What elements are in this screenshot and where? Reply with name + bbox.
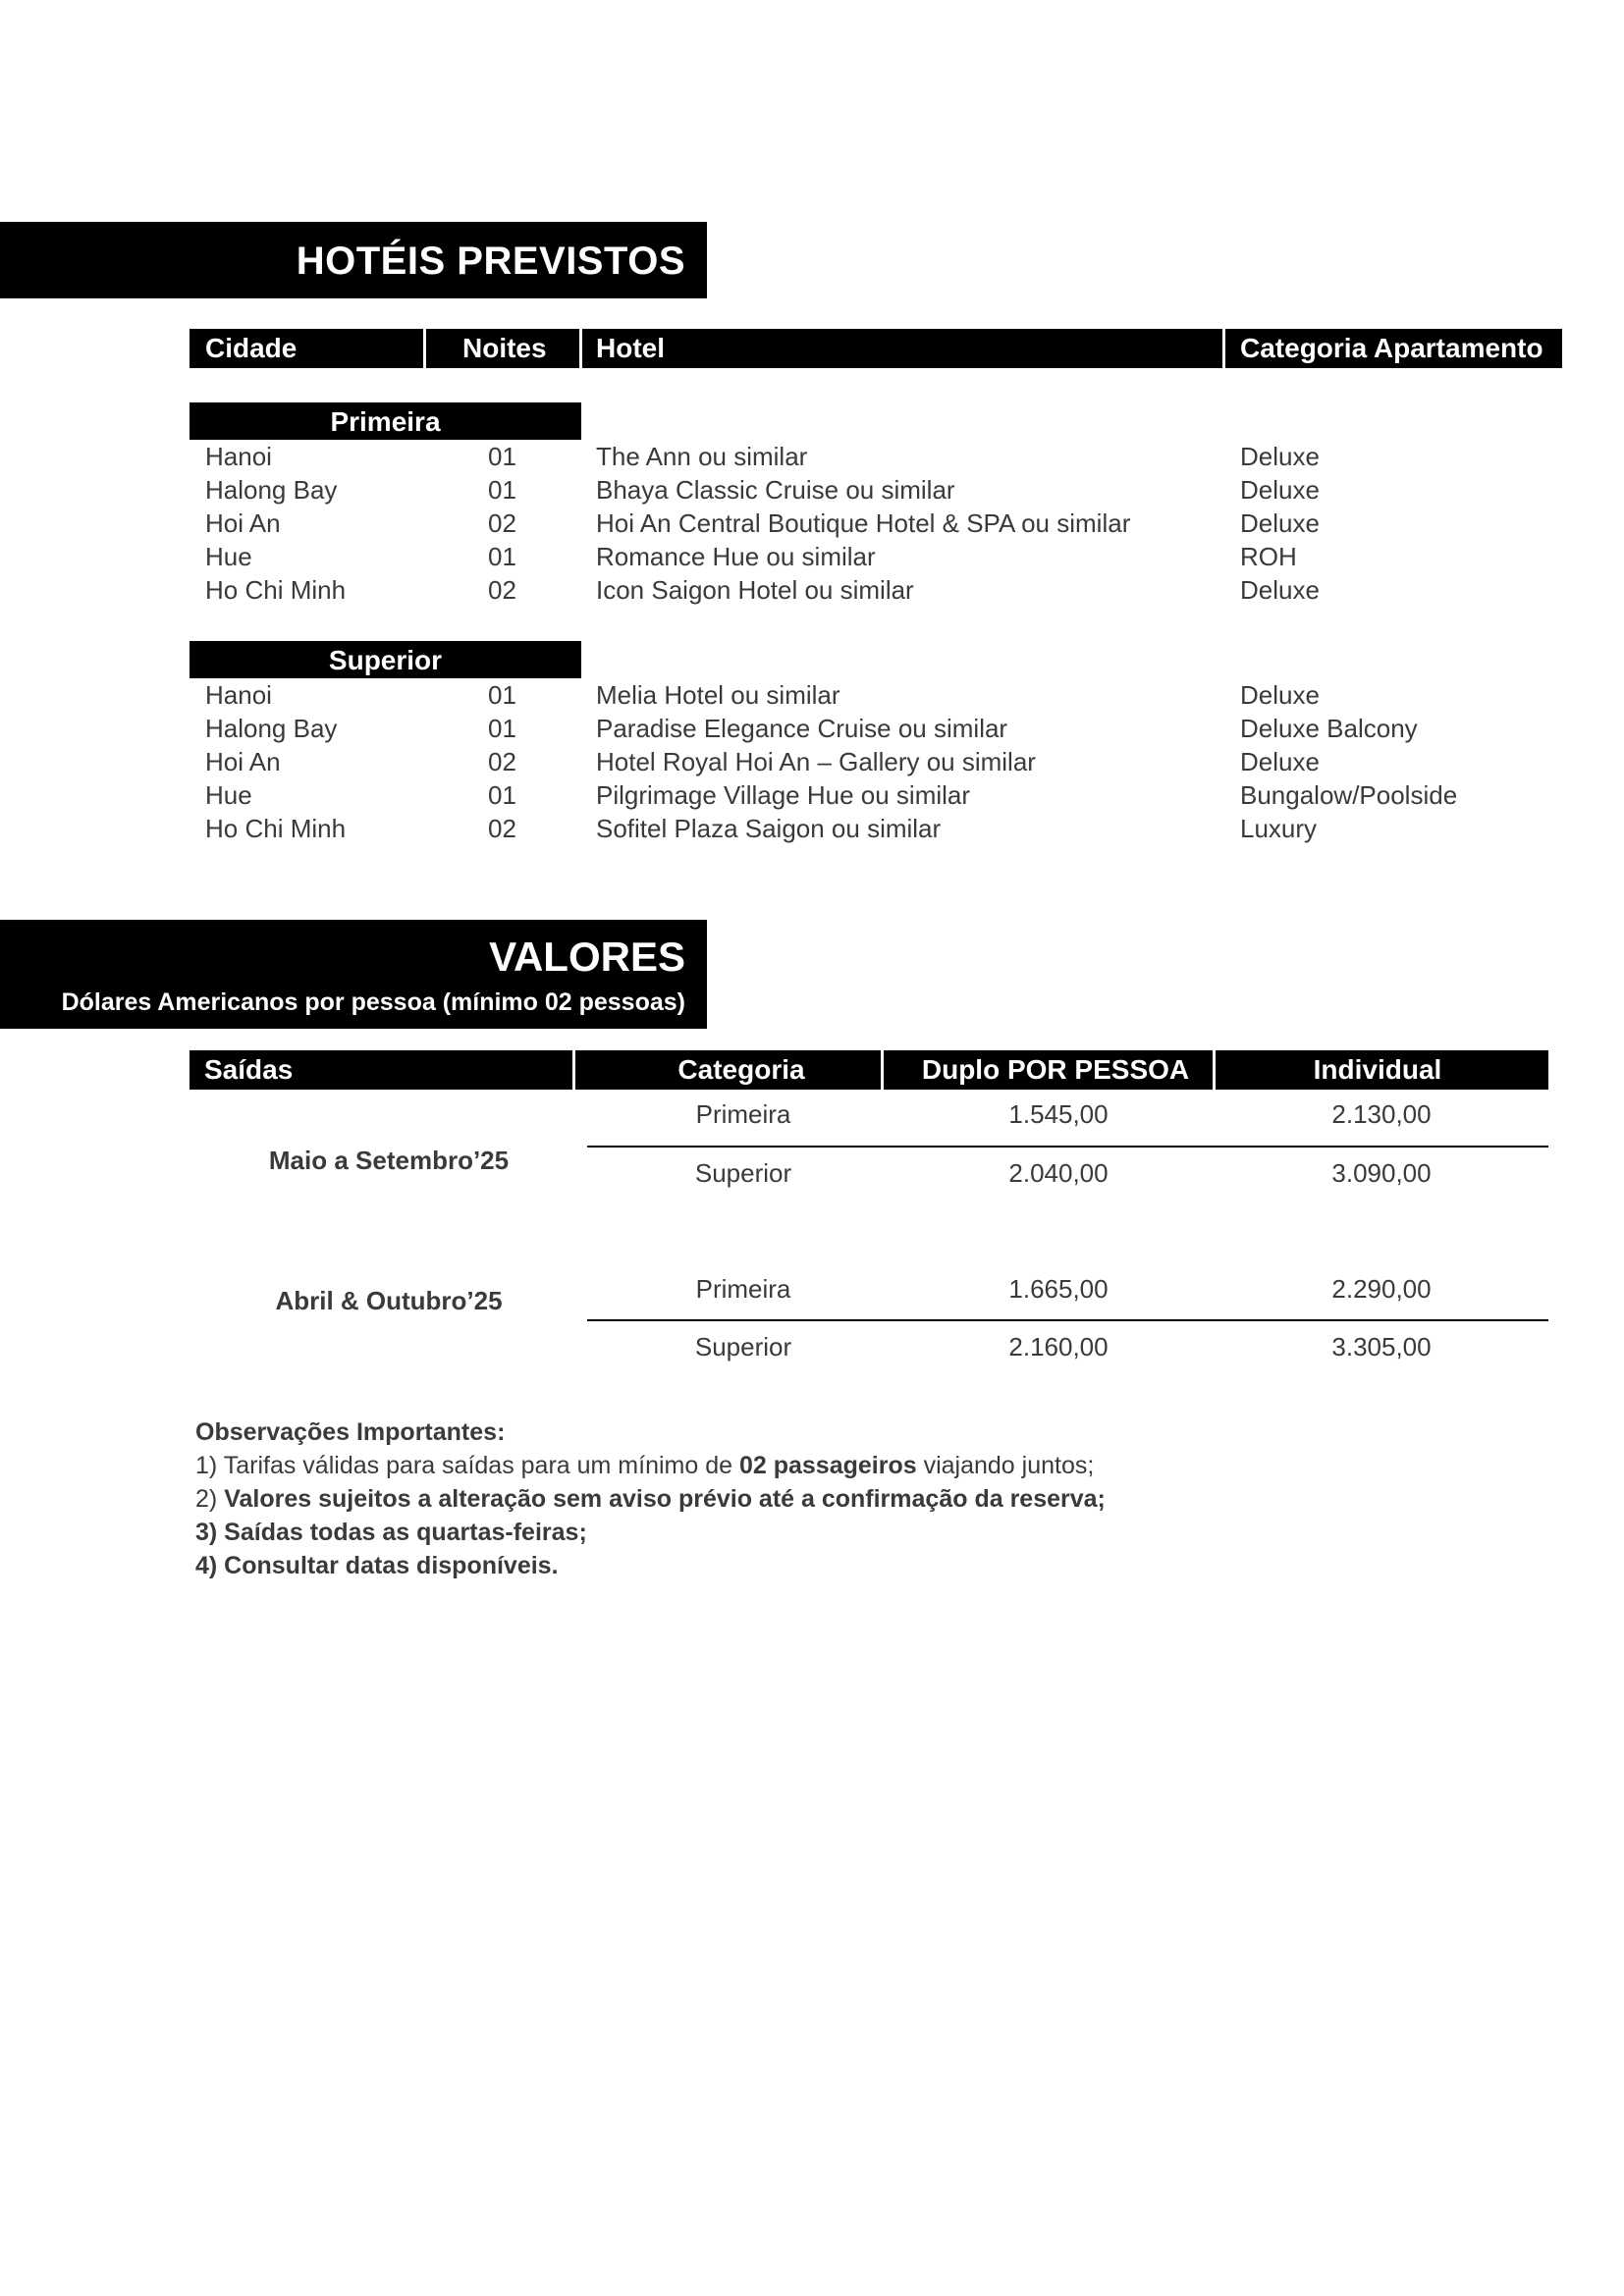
period-label: Abril & Outubro’25 <box>275 1286 503 1315</box>
header-hotel: Hotel <box>596 333 665 363</box>
header-departures: Saídas <box>204 1054 294 1085</box>
price-category: Superior <box>694 1332 792 1362</box>
cell-hotel: Hoi An Central Boutique Hotel & SPA ou similar <box>596 508 1131 538</box>
cell-city: Hue <box>205 542 252 571</box>
cell-city: Halong Bay <box>205 475 338 505</box>
cell-category: Deluxe <box>1240 680 1320 710</box>
note-1 <box>195 1449 1106 1482</box>
cell-category: Deluxe <box>1240 475 1320 505</box>
header-double: Duplo POR PESSOA <box>921 1054 1190 1085</box>
cell-nights: 02 <box>488 814 516 843</box>
price-single: 2.290,00 <box>1331 1274 1432 1304</box>
row-divider <box>587 1319 1548 1321</box>
price-single: 3.090,00 <box>1331 1158 1432 1188</box>
note-1-bold: 02 passageiros <box>738 1452 917 1479</box>
cell-category: Deluxe <box>1240 747 1320 776</box>
cell-category: Deluxe <box>1240 575 1320 605</box>
price-category: Primeira <box>695 1099 791 1129</box>
price-single: 2.130,00 <box>1331 1099 1432 1129</box>
cell-hotel: Sofitel Plaza Saigon ou similar <box>596 814 942 843</box>
hotels-title: HOTÉIS PREVISTOS <box>296 240 685 283</box>
cell-category: Deluxe Balcony <box>1240 714 1418 743</box>
note-2-bold: Valores sujeitos a alteração sem aviso prévio até a confirmação da reserva; <box>224 1485 1106 1513</box>
cell-city: Hoi An <box>205 747 281 776</box>
hotels-banner <box>0 222 707 298</box>
note-1-text: 1) Tarifas válidas para saídas para um mínimo de <box>195 1452 739 1479</box>
cell-hotel: Romance Hue ou similar <box>596 542 876 571</box>
cell-nights: 01 <box>488 475 516 505</box>
group-header-superior: Superior <box>189 641 581 678</box>
cell-category: Deluxe <box>1240 508 1320 538</box>
cell-category: Deluxe <box>1240 442 1320 471</box>
cell-category: ROH <box>1240 542 1297 571</box>
cell-nights: 01 <box>488 714 516 743</box>
cell-city: Ho Chi Minh <box>205 575 347 605</box>
notes <box>195 1415 1106 1582</box>
price-category: Superior <box>694 1158 792 1188</box>
price-double: 2.040,00 <box>1008 1158 1109 1188</box>
price-double: 1.665,00 <box>1008 1274 1109 1304</box>
header-nights: Noites <box>462 333 547 363</box>
header-category: Categoria Apartamento <box>1240 333 1543 363</box>
cell-category: Bungalow/Poolside <box>1240 780 1458 810</box>
group-header-primeira: Primeira <box>189 402 581 440</box>
cell-nights: 01 <box>488 442 516 471</box>
period-label: Maio a Setembro’25 <box>268 1146 510 1175</box>
note-1-text-end: viajando juntos; <box>916 1452 1095 1479</box>
cell-city: Hanoi <box>205 442 272 471</box>
cell-nights: 01 <box>488 680 516 710</box>
cell-nights: 02 <box>488 508 516 538</box>
cell-hotel: Icon Saigon Hotel ou similar <box>596 575 914 605</box>
price-single: 3.305,00 <box>1331 1332 1432 1362</box>
cell-hotel: Hotel Royal Hoi An – Gallery ou similar <box>596 747 1036 776</box>
note-2 <box>195 1482 1106 1516</box>
price-double: 1.545,00 <box>1008 1099 1109 1129</box>
header-city: Cidade <box>205 333 298 363</box>
values-title: VALORES <box>489 934 685 980</box>
cell-city: Hue <box>205 780 252 810</box>
cell-city: Hoi An <box>205 508 281 538</box>
values-table-header <box>189 1050 1548 1090</box>
cell-hotel: Melia Hotel ou similar <box>596 680 840 710</box>
cell-nights: 01 <box>488 542 516 571</box>
price-category: Primeira <box>695 1274 791 1304</box>
cell-city: Halong Bay <box>205 714 338 743</box>
cell-category: Luxury <box>1240 814 1318 843</box>
hotels-table-header <box>189 329 1562 368</box>
cell-city: Hanoi <box>205 680 272 710</box>
cell-nights: 01 <box>488 780 516 810</box>
note-2-num: 2) <box>195 1485 225 1513</box>
header-category: Categoria <box>677 1054 805 1085</box>
cell-hotel: Bhaya Classic Cruise ou similar <box>596 475 955 505</box>
price-double: 2.160,00 <box>1008 1332 1109 1362</box>
values-subtitle: Dólares Americanos por pessoa (mínimo 02 pessoas) <box>61 988 685 1016</box>
cell-hotel: Pilgrimage Village Hue ou similar <box>596 780 971 810</box>
row-divider <box>587 1146 1548 1148</box>
cell-hotel: Paradise Elegance Cruise ou similar <box>596 714 1008 743</box>
notes-title: Observações Importantes: <box>195 1418 506 1446</box>
cell-city: Ho Chi Minh <box>205 814 347 843</box>
cell-nights: 02 <box>488 747 516 776</box>
note-4: 4) Consultar datas disponíveis. <box>195 1552 559 1579</box>
header-single: Individual <box>1313 1054 1442 1085</box>
values-banner <box>0 920 707 1029</box>
note-3: 3) Saídas todas as quartas-feiras; <box>195 1519 587 1546</box>
cell-hotel: The Ann ou similar <box>596 442 808 471</box>
cell-nights: 02 <box>488 575 516 605</box>
